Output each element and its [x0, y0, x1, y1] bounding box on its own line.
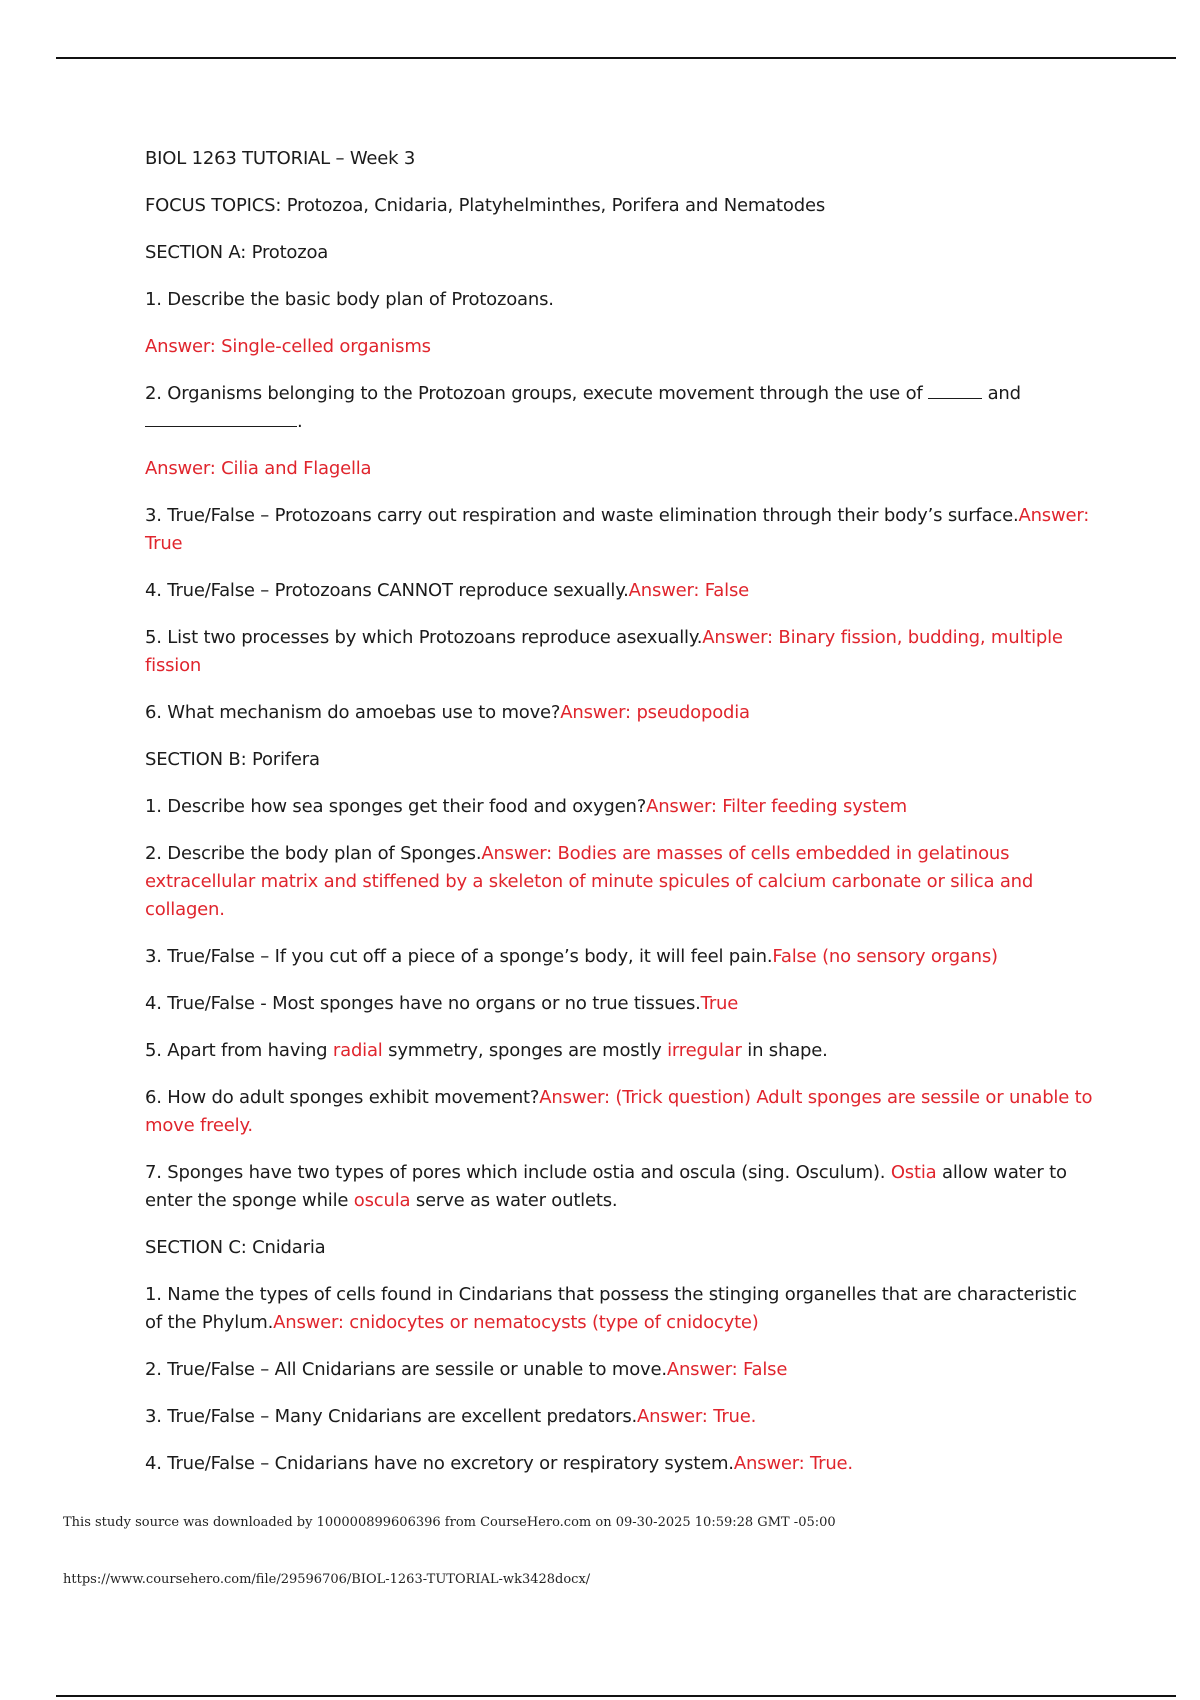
question-text: 2. Organisms belonging to the Protozoan groups, execute movement through the use of — [145, 383, 923, 404]
question-text: 3. True/False – Protozoans carry out respiration and waste elimination through their body’s surface. — [145, 505, 1019, 526]
question-text: allow water to enter the sponge while — [145, 1162, 1067, 1211]
answer-text: Answer: True. — [637, 1406, 757, 1427]
answer-text: Answer: False — [628, 580, 749, 601]
answer-text: radial — [332, 1040, 383, 1061]
answer-text: Answer: pseudopodia — [560, 702, 750, 723]
question-end: . — [297, 411, 303, 432]
section-b-q4 — [145, 990, 1095, 1018]
tutorial-content — [145, 145, 1095, 1497]
question-text: in shape. — [747, 1040, 828, 1061]
section-b-q5 — [145, 1037, 1095, 1065]
question-text: 3. True/False – Many Cnidarians are excellent predators. — [145, 1406, 638, 1427]
fill-blank — [928, 380, 982, 399]
question-text: 5. List two processes by which Protozoans reproduce asexually. — [145, 627, 703, 648]
answer-text: Answer: Filter feeding system — [646, 796, 907, 817]
question-text: 4. True/False – Protozoans CANNOT reproduce sexually. — [145, 580, 629, 601]
question-text: 1. Describe the basic body plan of Protozoans. — [145, 289, 554, 310]
section-a-q2 — [145, 380, 1095, 436]
question-text: 6. What mechanism do amoebas use to move? — [145, 702, 561, 723]
section-b-q2 — [145, 840, 1095, 924]
section-b-q6 — [145, 1084, 1095, 1140]
answer-text: Answer: cnidocytes or nematocysts (type of cnidocyte) — [273, 1312, 759, 1333]
answer-text: Answer: False — [666, 1359, 788, 1380]
answer-text: Answer: True. — [733, 1453, 853, 1474]
section-a-a1: Answer: Single-celled organisms — [145, 336, 431, 357]
section-a-q5 — [145, 624, 1095, 680]
question-text: 2. True/False – All Cnidarians are sessile or unable to move. — [145, 1359, 667, 1380]
question-connector: and — [987, 383, 1021, 404]
section-b-heading: SECTION B: Porifera — [145, 749, 320, 770]
answer-text: irregular — [667, 1040, 742, 1061]
answer-text: Answer: True — [145, 505, 1090, 554]
question-text: symmetry, sponges are mostly — [388, 1040, 662, 1061]
question-text: 1. Name the types of cells found in Cindarians that possess the stinging organelles that are characteristic of the Phylum. — [145, 1284, 1077, 1333]
document-title: BIOL 1263 TUTORIAL – Week 3 — [145, 148, 416, 169]
question-text: 5. Apart from having — [145, 1040, 328, 1061]
section-b-q7 — [145, 1159, 1095, 1215]
section-c-q2 — [145, 1356, 1095, 1384]
section-a-q1 — [145, 286, 1095, 314]
focus-topics: FOCUS TOPICS: Protozoa, Cnidaria, Platyhelminthes, Porifera and Nematodes — [145, 195, 825, 216]
answer-text: True — [700, 993, 739, 1014]
fill-blank — [145, 408, 297, 427]
section-a-a2: Answer: Cilia and Flagella — [145, 458, 372, 479]
section-c-q4 — [145, 1450, 1095, 1478]
answer-text: Answer: (Trick question) Adult sponges are sessile or unable to move freely. — [145, 1087, 1093, 1136]
question-text: serve as water outlets. — [415, 1190, 618, 1211]
question-text: 4. True/False – Cnidarians have no excretory or respiratory system. — [145, 1453, 734, 1474]
section-a-q3 — [145, 502, 1095, 558]
answer-text: oscula — [353, 1190, 411, 1211]
source-url[interactable]: https://www.coursehero.com/file/29596706/BIOL-1263-TUTORIAL-wk3428docx/ — [63, 1572, 591, 1587]
question-text: 1. Describe how sea sponges get their food and oxygen? — [145, 796, 647, 817]
section-b-q3 — [145, 943, 1095, 971]
section-c-q3 — [145, 1403, 1095, 1431]
section-a-q6 — [145, 699, 1095, 727]
section-b-q1 — [145, 793, 1095, 821]
download-notice: This study source was downloaded by 100000899606396 from CourseHero.com on 09-30-2025 10:59:28 GMT -05:00 — [63, 1515, 836, 1530]
question-text: 7. Sponges have two types of pores which include ostia and oscula (sing. Osculum). — [145, 1162, 886, 1183]
section-a-q4 — [145, 577, 1095, 605]
section-c-q1 — [145, 1281, 1095, 1337]
section-a-heading: SECTION A: Protozoa — [145, 242, 329, 263]
answer-text: Answer: Binary fission, budding, multiple fission — [145, 627, 1063, 676]
question-text: 3. True/False – If you cut off a piece of a sponge’s body, it will feel pain. — [145, 946, 773, 967]
answer-text: Ostia — [890, 1162, 937, 1183]
answer-text: Answer: Bodies are masses of cells embedded in gelatinous extracellular matrix and stiffened by a skeleton of minute spicules of calcium carbonate or silica and collagen. — [145, 843, 1034, 920]
question-text: 2. Describe the body plan of Sponges. — [145, 843, 482, 864]
answer-text: False (no sensory organs) — [772, 946, 998, 967]
top-rule — [56, 57, 1176, 59]
bottom-rule — [56, 1695, 1176, 1697]
question-text: 4. True/False - Most sponges have no organs or no true tissues. — [145, 993, 701, 1014]
question-text: 6. How do adult sponges exhibit movement? — [145, 1087, 540, 1108]
section-c-heading: SECTION C: Cnidaria — [145, 1237, 326, 1258]
